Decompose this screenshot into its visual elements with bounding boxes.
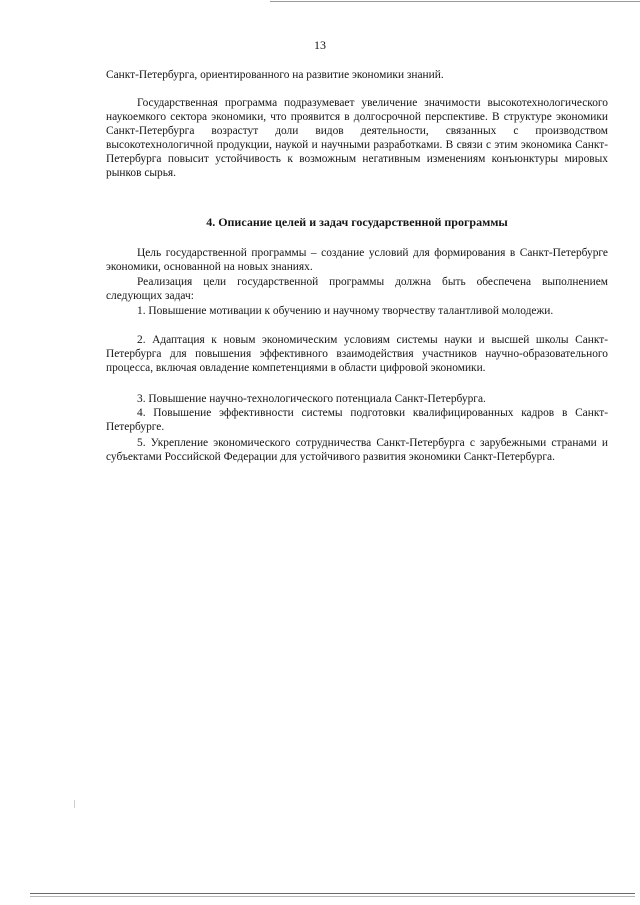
section-heading: 4. Описание целей и задач государственной программы [206, 215, 508, 229]
paragraph-realization: Реализация цели государственной программы должна быть обеспечена выполнением следующих задач: [106, 276, 608, 302]
scan-mark [74, 800, 75, 808]
task-item-3: 3. Повышение научно-технологического потенциала Санкт-Петербурга. [137, 393, 486, 405]
task-item-2: 2. Адаптация к новым экономическим условиям системы науки и высшей школы Санкт-Петербурга для повышения эффективного взаимодействия участников научно-образовательного процесса, включая овладение компетенциями в области цифровой экономики. [106, 334, 608, 374]
scan-edge-bottom [30, 893, 635, 894]
paragraph-program-description: Государственная программа подразумевает увеличение значимости высокотехнологического наукоемкого сектора экономики, что проявится в долгосрочной перспективе. В структуре экономики Санкт-Петербурга возрастут доли видов деятельности, связанных с производством высокотехнологичной продукции, наукой и научными разработками. В связи с этим экономика Санкт-Петербурга повысит устойчивость к возможным негативным изменениям конъюнктуры мировых рынков сырья. [106, 97, 608, 179]
task-item-4: 4. Повышение эффективности системы подготовки квалифицированных кадров в Санкт-Петербурге. [106, 407, 608, 433]
task-item-5: 5. Укрепление экономического сотрудничества Санкт-Петербурга с зарубежными странами и субъектами Российской Федерации для устойчивого развития экономики Санкт-Петербурга. [106, 437, 608, 463]
paragraph-goal: Цель государственной программы – создание условий для формирования в Санкт-Петербурге экономики, основанной на новых знаниях. [106, 247, 608, 273]
paragraph-continuation: Санкт-Петербурга, ориентированного на развитие экономики знаний. [106, 69, 444, 81]
task-item-1: 1. Повышение мотивации к обучению и научному творчеству талантливой молодежи. [137, 305, 554, 317]
page-number: 13 [314, 38, 326, 52]
scan-edge-bottom-shadow [30, 896, 635, 897]
scan-edge-top [270, 1, 640, 2]
